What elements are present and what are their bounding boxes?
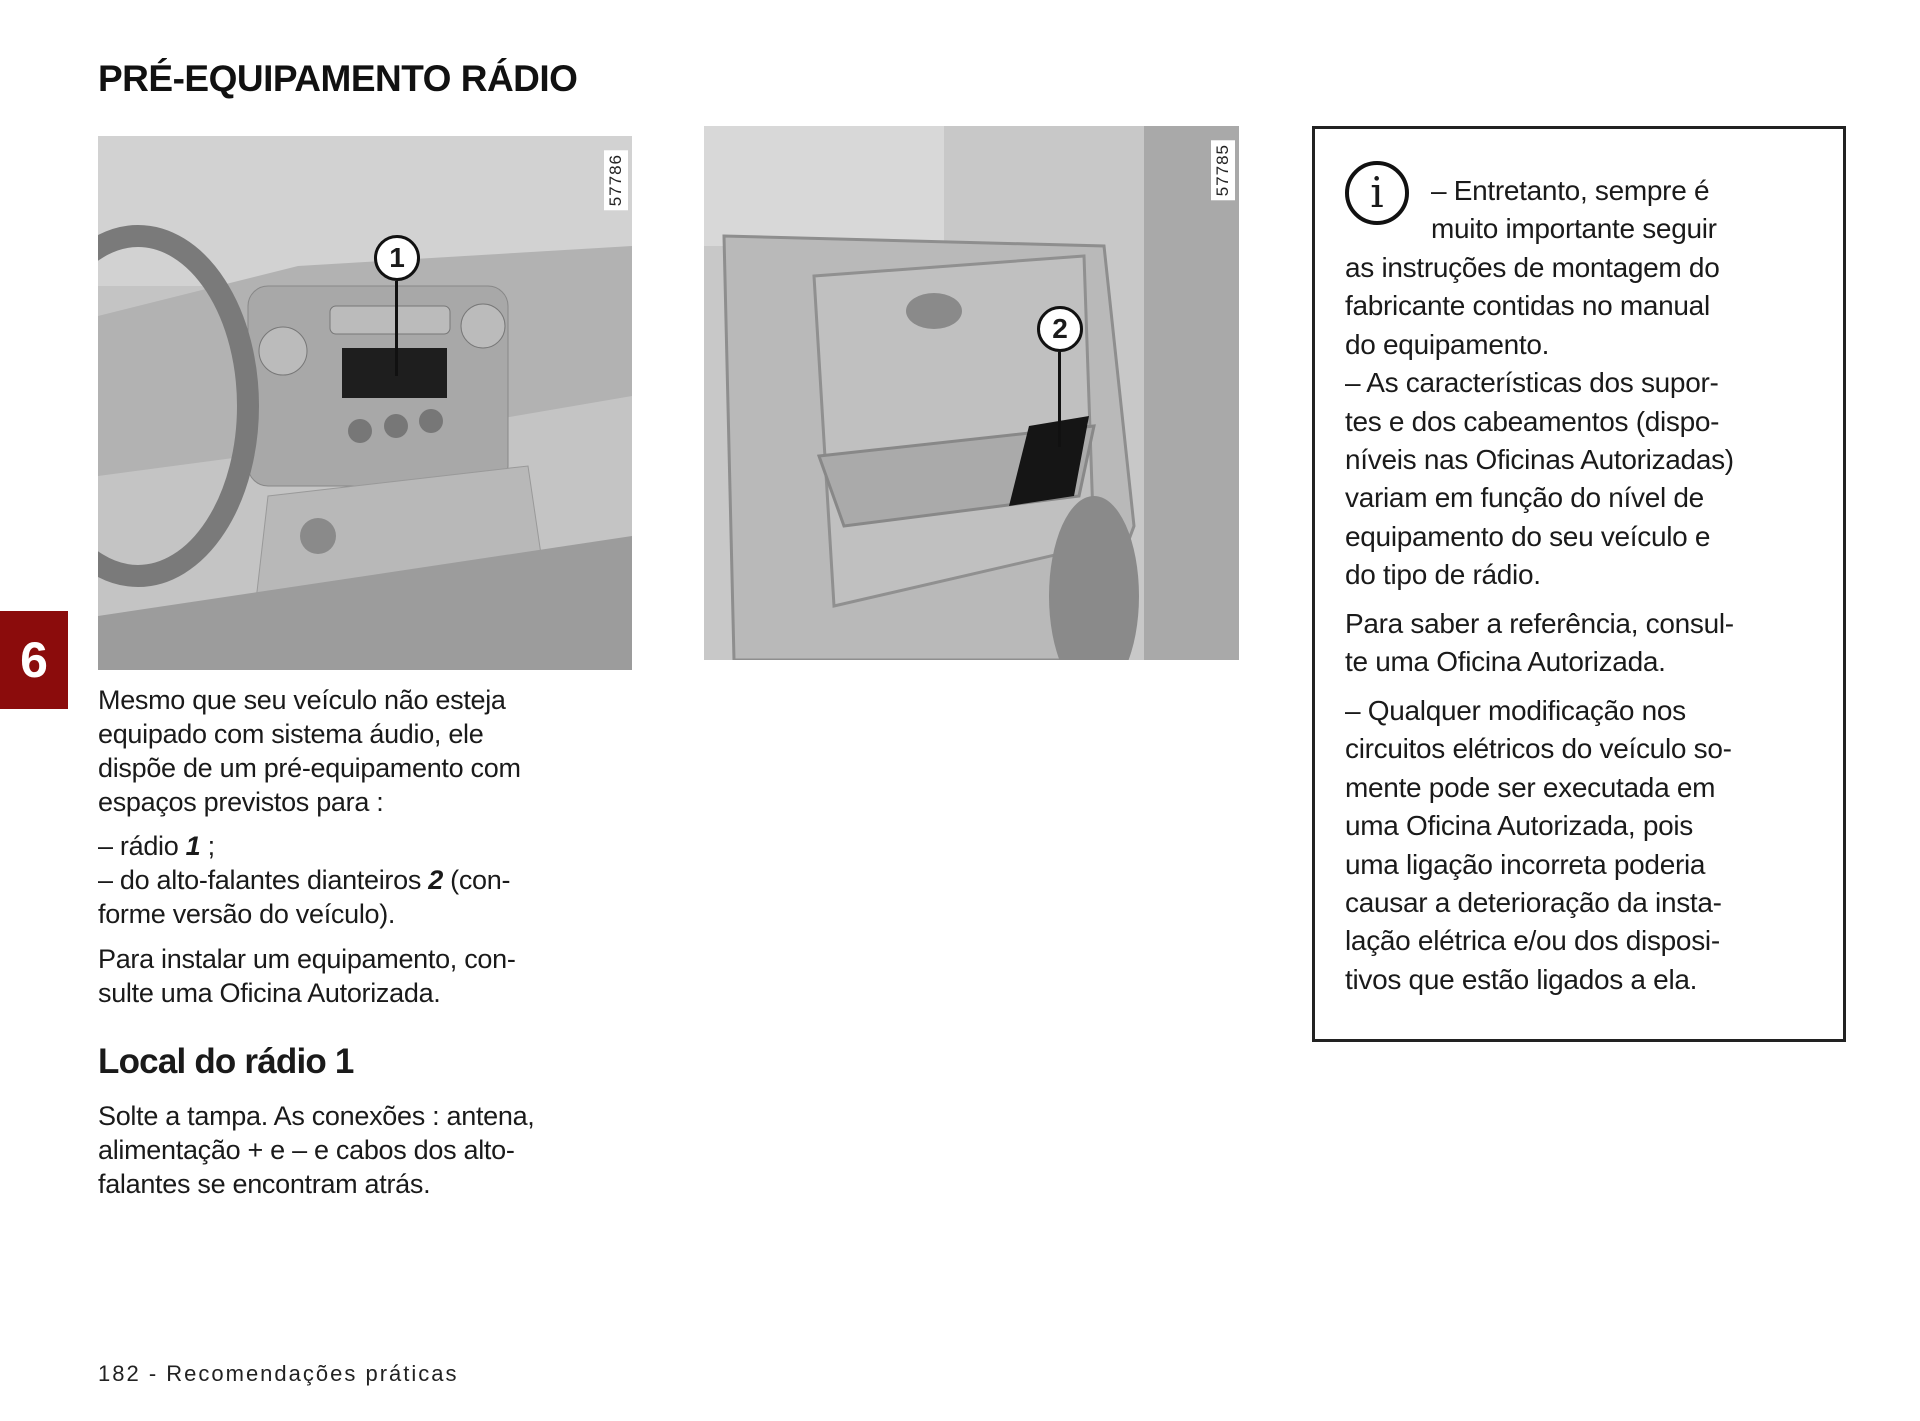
info-paragraph-2 — [1345, 605, 1734, 682]
info-paragraph-3 — [1345, 692, 1732, 999]
equipment-list — [98, 829, 510, 931]
text-line: Solte a tampa. As conexões : antena, — [98, 1101, 535, 1131]
text-line: fabricante contidas no manual — [1345, 290, 1710, 322]
section-subtitle: Local do rádio 1 — [98, 1042, 354, 1081]
ref-number: 1 — [185, 831, 201, 861]
install-paragraph — [98, 942, 516, 1010]
text-line: circuitos elétricos do veículo so- — [1345, 733, 1732, 765]
text-line: níveis nas Oficinas Autorizadas) — [1345, 444, 1734, 476]
text-line: causar a deterioração da insta- — [1345, 887, 1722, 919]
local-paragraph — [98, 1099, 535, 1201]
text-line: forme versão do veículo). — [98, 899, 396, 929]
text-line: alimentação + e – e cabos dos alto- — [98, 1135, 515, 1165]
text-line: uma ligação incorreta poderia — [1345, 848, 1706, 880]
callout-line — [1058, 352, 1061, 447]
text-line: variam em função do nível de — [1345, 482, 1704, 514]
callout-line — [395, 281, 398, 376]
text: – rádio — [98, 831, 186, 861]
text-line: – Qualquer modificação nos — [1345, 695, 1686, 726]
text-line: as instruções de montagem do — [1345, 252, 1720, 283]
text-line: te uma Oficina Autorizada. — [1345, 646, 1666, 678]
text-line: falantes se encontram atrás. — [98, 1169, 431, 1199]
text: ; — [200, 831, 215, 861]
text-line: Mesmo que seu veículo não esteja — [98, 685, 506, 715]
dashboard-illustration — [98, 136, 632, 670]
text-line: – Entretanto, sempre é — [1431, 175, 1710, 206]
page-footer: 182 - Recomendações práticas — [98, 1361, 459, 1386]
text-line: tes e dos cabeamentos (dispo- — [1345, 405, 1720, 437]
text-line: equipado com sistema áudio, ele — [98, 719, 484, 749]
text-line: tivos que estão ligados a ela. — [1345, 963, 1698, 995]
page-title: PRÉ-EQUIPAMENTO RÁDIO — [98, 58, 578, 99]
text-line: uma Oficina Autorizada, pois — [1345, 810, 1694, 842]
list-item-radio — [98, 829, 510, 863]
list-item-speakers — [98, 863, 510, 897]
text-line: do equipamento. — [1345, 328, 1550, 360]
text-line: dispõe de um pré-equipamento com — [98, 753, 521, 783]
text-line: sulte uma Oficina Autorizada. — [98, 978, 441, 1008]
door-illustration — [704, 126, 1239, 660]
text-line: mente pode ser executada em — [1345, 771, 1716, 803]
dashboard-drawing — [98, 136, 632, 670]
text-line: do tipo de rádio. — [1345, 559, 1541, 591]
info-paragraph-1 — [1345, 249, 1734, 595]
callout-1: 1 — [374, 235, 420, 281]
text-line: equipamento do seu veículo e — [1345, 520, 1711, 552]
text-line: muito importante seguir — [1431, 213, 1717, 245]
text: (con- — [442, 865, 511, 895]
text-line: Para instalar um equipamento, con- — [98, 944, 516, 974]
text-line: – As características dos supor- — [1345, 367, 1719, 399]
intro-paragraph — [98, 683, 521, 819]
text-line: lação elétrica e/ou dos disposi- — [1345, 925, 1720, 957]
info-icon: i — [1345, 161, 1409, 225]
chapter-tab: 6 — [0, 611, 68, 709]
text-line: espaços previstos para : — [98, 787, 384, 817]
text-line: Para saber a referência, consul- — [1345, 608, 1734, 639]
figure-reference-number: 57786 — [604, 150, 628, 210]
text: – do alto-falantes dianteiros — [98, 865, 429, 895]
callout-2: 2 — [1037, 306, 1083, 352]
info-text-first — [1431, 172, 1717, 249]
door-drawing — [704, 126, 1239, 660]
figure-reference-number: 57785 — [1211, 140, 1235, 200]
ref-number: 2 — [428, 865, 443, 895]
